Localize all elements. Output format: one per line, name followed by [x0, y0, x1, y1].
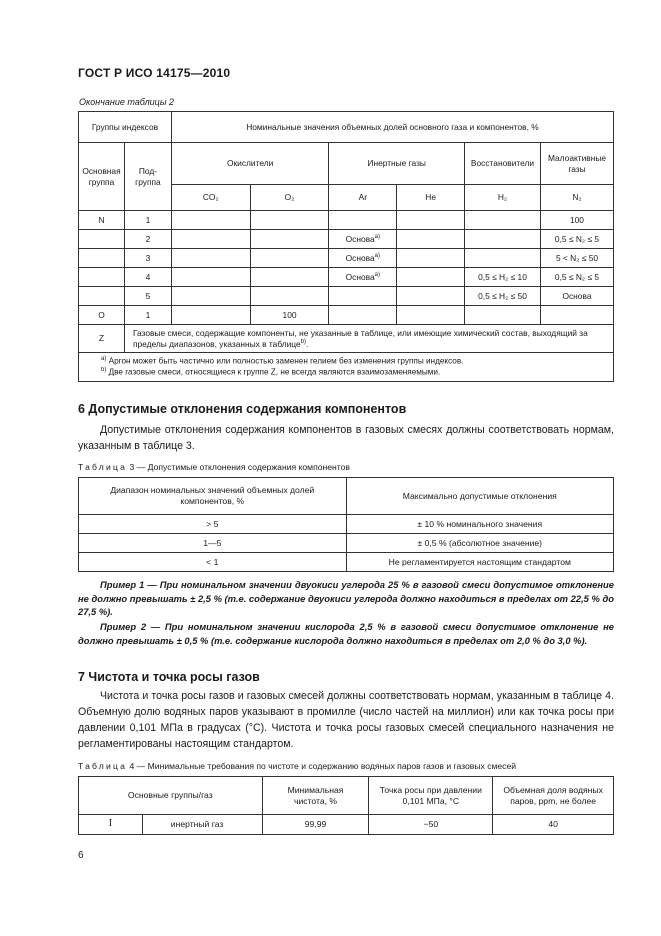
table-row	[79, 515, 614, 534]
header-nominal: Номинальные значения объемных долей основного газа и компонентов, %	[171, 112, 613, 143]
footnote-ref: a)	[374, 233, 380, 240]
caption-rest: 4 — Минимальные требования по чистоте и содержанию водяных паров газов и газовых смесей	[129, 761, 517, 771]
footnote-ref: b)	[300, 338, 307, 345]
table-row	[79, 211, 614, 230]
header-inert: Инертные газы	[329, 143, 465, 185]
table-footnotes	[79, 353, 614, 382]
cell-he	[397, 211, 465, 230]
footnote-ref: a)	[374, 252, 380, 259]
cell-he	[397, 268, 465, 287]
header-water: Объемная доля водяных паров, ppm, не более	[493, 777, 614, 815]
cell-dev: ± 0,5 % (абсолютное значение)	[346, 534, 613, 553]
header-max-dev: Максимально допустимые отклонения	[346, 478, 613, 515]
cell-water: 40	[493, 815, 614, 835]
cell-sub: 1	[124, 306, 171, 325]
cell-ar	[329, 287, 397, 306]
section7-paragraph: Чистота и точка росы газов и газовых смесей должны соответствовать нормам, указанным в таблице 4. Объемную долю водяных паров указывают в промилле (число частей на миллион) или как точка росы при давлении 0,101 МПа в градусах (°С). Чистота и точка росы газовых смесей специального назначения не регламентированы настоящим стандартом.	[78, 690, 614, 750]
caption-rest: 3 — Допустимые отклонения содержания компонентов	[129, 462, 350, 472]
cell-h2	[465, 249, 541, 268]
cell-group	[79, 268, 125, 287]
footnote-b	[101, 367, 607, 378]
cell-o2	[250, 249, 329, 268]
cell-group	[79, 287, 125, 306]
footnote-ref: a)	[374, 271, 380, 278]
header-subgroup: Под-группа	[124, 143, 171, 211]
cell-co2	[171, 249, 250, 268]
cell-sub: 4	[124, 268, 171, 287]
footnote-a	[101, 356, 607, 367]
header-range: Диапазон номинальных значений объемных долей компонентов, %	[79, 478, 347, 515]
header-main-group: Основная группа	[79, 143, 125, 211]
cell-co2	[171, 230, 250, 249]
cell-purity: 99,99	[262, 815, 369, 835]
section6-title: 6 Допустимые отклонения содержания компонентов	[78, 402, 407, 416]
table-row	[79, 230, 614, 249]
header-low-active: Малоактивные газы	[540, 143, 613, 185]
cell-range: > 5	[79, 515, 347, 534]
section6-paragraph: Допустимые отклонения содержания компонентов в газовых смесях должны соответствовать нормам, указанным в таблице 3.	[78, 424, 614, 452]
cell-group: N	[79, 211, 125, 230]
table-row	[79, 306, 614, 325]
table-row	[79, 553, 614, 572]
cell-sub: 2	[124, 230, 171, 249]
footnote-mark: a)	[101, 356, 107, 362]
example-2: Пример 2 — При номинальном значении кислорода 2,5 % в газовой смеси допустимое отклонение не должно превышать ± 0,5 % (т.е. содержание кислорода должно находиться в пределах от 2,0 % до 3,0 %).	[78, 621, 614, 646]
cell-he	[397, 230, 465, 249]
cell-sub: 5	[124, 287, 171, 306]
footnote-a-text: Аргон может быть частично или полностью заменен гелием без изменения группы индексов.	[108, 356, 464, 366]
header-he: He	[397, 185, 465, 211]
header-groups: Группы индексов	[79, 112, 172, 143]
cell-o2	[250, 268, 329, 287]
cell-co2	[171, 268, 250, 287]
cell-ar	[329, 268, 397, 287]
header-h2: H₂	[465, 185, 541, 211]
cell-o2	[250, 211, 329, 230]
cell-o2: 100	[250, 306, 329, 325]
header-purity: Минимальная чистота, %	[262, 777, 369, 815]
cell-h2	[465, 211, 541, 230]
footnote-mark: b)	[101, 366, 107, 373]
document-header: ГОСТ Р ИСО 14175—2010	[78, 66, 231, 80]
cell-co2	[171, 306, 250, 325]
cell-dev: Не регламентируется настоящим стандартом	[346, 553, 613, 572]
cell-he	[397, 306, 465, 325]
cell-sub: 1	[124, 211, 171, 230]
cell-ar	[329, 230, 397, 249]
table3	[78, 477, 614, 572]
header-oxidizers: Окислители	[171, 143, 328, 185]
caption-word: Таблица	[78, 462, 128, 472]
table4-caption	[78, 761, 516, 771]
cell-ar	[329, 211, 397, 230]
example-1: Пример 1 — При номинальном значении двуокиси углерода 25 % в газовой смеси допустимое отклонение не должно превышать ± 2,5 % (т.е. содержание двуокиси углерода должно находиться в пределах от 22,5 % до 27,5 %).	[78, 579, 614, 617]
cell-n2: 0,5 ≤ N₂ ≤ 5	[540, 230, 613, 249]
table2	[78, 111, 614, 382]
cell-n2	[540, 306, 613, 325]
footnotes-cell	[79, 353, 614, 382]
caption-word: Таблица	[78, 761, 128, 771]
cell-o2	[250, 230, 329, 249]
table-row	[79, 815, 614, 835]
cell-he	[397, 287, 465, 306]
cell-ar	[329, 249, 397, 268]
cell-ar-text: Основа	[345, 271, 375, 282]
cell-n2: 5 < N₂ ≤ 50	[540, 249, 613, 268]
cell-range: 1—5	[79, 534, 347, 553]
cell-group	[79, 249, 125, 268]
table-row-z	[79, 325, 614, 353]
table3-caption	[78, 462, 350, 472]
table2-continuation-label: Окончание таблицы 2	[79, 97, 174, 107]
z-text: Газовые смеси, содержащие компоненты, не указанные в таблице, или имеющие химический состав, выходящий за пределы диапазонов, указанных в таблице	[132, 328, 588, 349]
cell-dew-point: −50	[369, 815, 493, 835]
cell-ar	[329, 306, 397, 325]
cell-h2: 0,5 ≤ H₂ ≤ 50	[465, 287, 541, 306]
cell-group: O	[79, 306, 125, 325]
cell-ar-text: Основа	[345, 252, 375, 263]
z-description: Газовые смеси, содержащие компоненты, не указанные в таблице, или имеющие химический состав, выходящий за пределы диапазонов, указанных в таблице$^{b)}$.	[124, 325, 613, 353]
header-co2: CO₂	[171, 185, 250, 211]
cell-group: I	[79, 815, 143, 835]
table4	[78, 776, 614, 835]
cell-h2	[465, 306, 541, 325]
table-row	[79, 268, 614, 287]
cell-co2	[171, 211, 250, 230]
cell-n2: Основа	[540, 287, 613, 306]
header-ar: Ar	[329, 185, 397, 211]
table-row	[79, 249, 614, 268]
table-row	[79, 287, 614, 306]
header-o2: O₂	[250, 185, 329, 211]
page-number: 6	[78, 850, 84, 861]
cell-n2: 0,5 ≤ N₂ ≤ 5	[540, 268, 613, 287]
cell-group	[79, 230, 125, 249]
cell-h2: 0,5 ≤ H₂ ≤ 10	[465, 268, 541, 287]
header-groups-gas: Основные группы/газ	[79, 777, 263, 815]
cell-he	[397, 249, 465, 268]
cell-h2	[465, 230, 541, 249]
cell-ar-text: Основа	[345, 233, 375, 244]
table-row	[79, 534, 614, 553]
cell-co2	[171, 287, 250, 306]
cell-dev: ± 10 % номинального значения	[346, 515, 613, 534]
header-n2: N₂	[540, 185, 613, 211]
header-reducers: Восстановители	[465, 143, 541, 185]
cell-o2	[250, 287, 329, 306]
cell-gas: инертный газ	[142, 815, 262, 835]
footnote-b-text: Две газовые смеси, относящиеся к группе Z, не всегда являются взаимозаменяемыми.	[108, 367, 441, 377]
cell-n2: 100	[540, 211, 613, 230]
section7-title: 7 Чистота и точка росы газов	[78, 670, 260, 684]
cell-sub: 3	[124, 249, 171, 268]
cell-range: < 1	[79, 553, 347, 572]
cell-group: Z	[79, 325, 125, 353]
header-dew-point: Точка росы при давлении 0,101 МПа, °С	[369, 777, 493, 815]
